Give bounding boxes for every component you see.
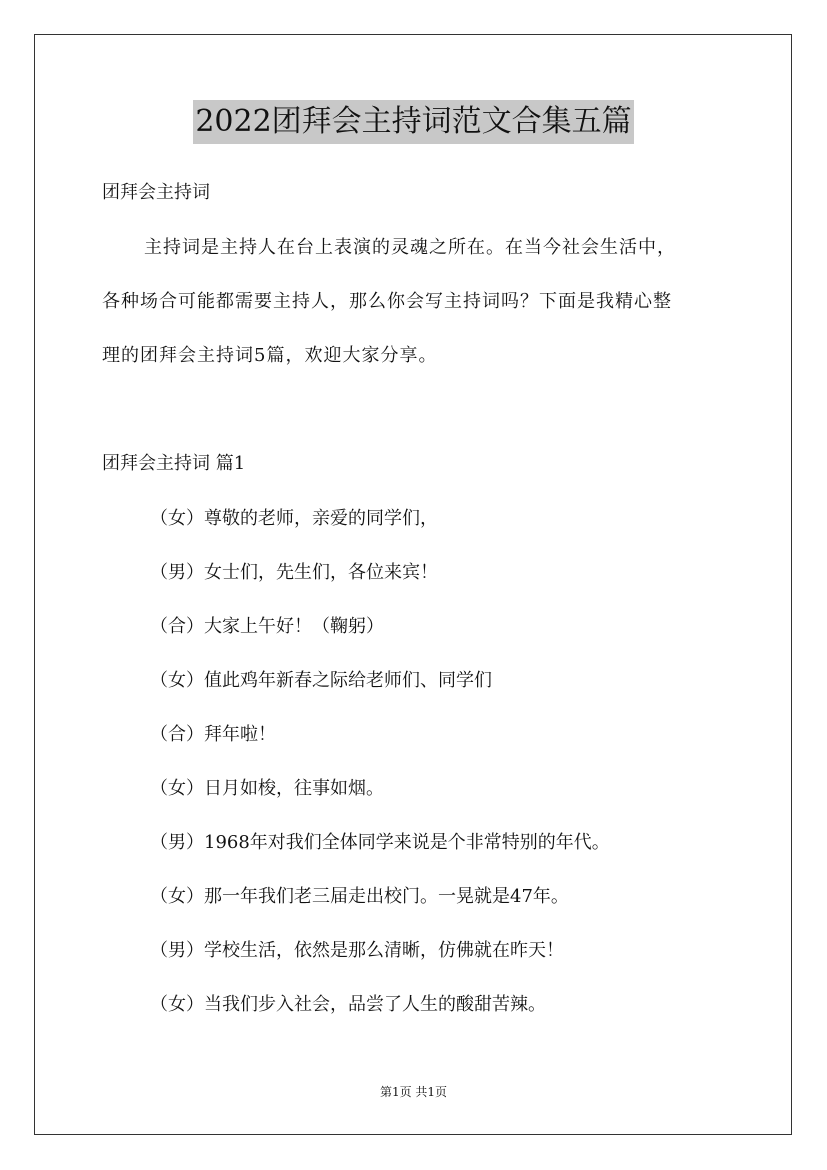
title-block [0,100,827,144]
dialogue-line: （女）尊敬的老师，亲爱的同学们， [150,508,438,529]
intro-line: 理的团拜会主持词5篇，欢迎大家分享。 [102,345,438,366]
dialogue-line: （女）那一年我们老三届走出校门。一晃就是47年。 [150,886,569,907]
dialogue-line: （合）拜年啦！ [150,724,276,745]
dialogue-line: （女）值此鸡年新春之际给老师们、同学们 [150,670,492,691]
dialogue-line: （女）日月如梭，往事如烟。 [150,778,384,799]
dialogue-line: （女）当我们步入社会，品尝了人生的酸甜苦辣。 [150,994,546,1015]
page-footer: 第1页 共1页 [379,1085,448,1099]
dialogue-line: （男）女士们，先生们，各位来宾！ [150,562,438,583]
dialogue-line: （男）学校生活，依然是那么清晰，仿佛就在昨天！ [150,940,564,961]
article-heading: 团拜会主持词 篇1 [102,453,246,474]
dialogue-line: （男）1968年对我们全体同学来说是个非常特别的年代。 [150,832,610,853]
dialogue-line: （合）大家上午好！（鞠躬） [150,616,384,637]
intro-line: 各种场合可能都需要主持人，那么你会写主持词吗？下面是我精心整 [102,291,672,312]
section-heading: 团拜会主持词 [102,182,210,203]
document-title: 2022团拜会主持词范文合集五篇 [193,100,633,144]
intro-line: 主持词是主持人在台上表演的灵魂之所在。在当今社会生活中， [144,237,676,258]
